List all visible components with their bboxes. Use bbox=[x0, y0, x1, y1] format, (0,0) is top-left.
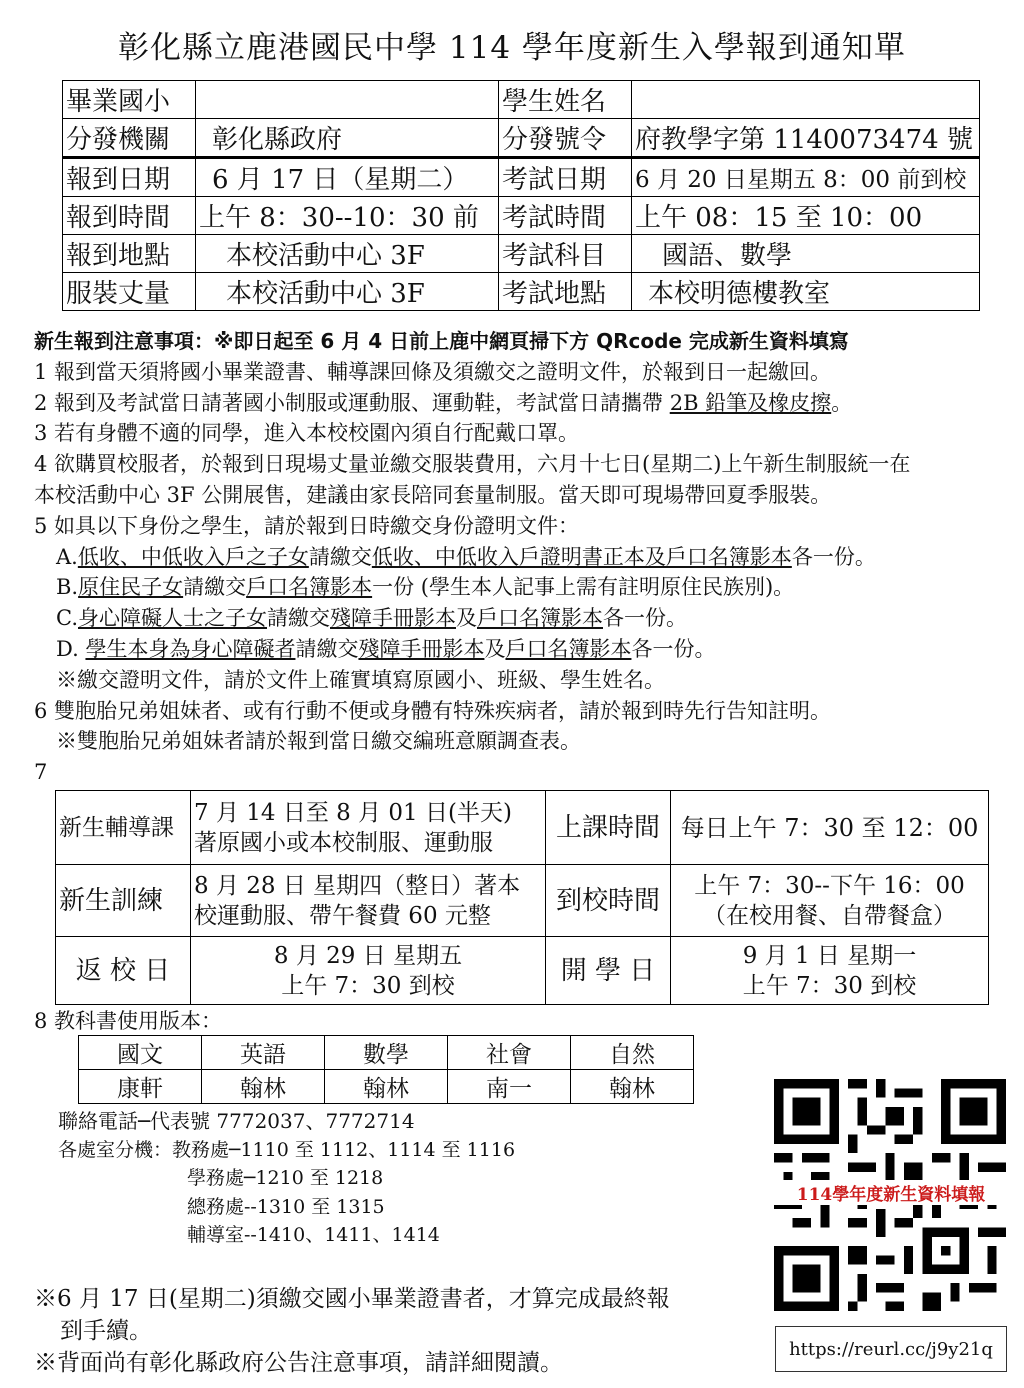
info-value: 本校活動中心 3F bbox=[196, 235, 499, 273]
note-subitem: D. 學生本身為身心障礙者請繳交殘障手冊影本及戶口名簿影本各一份。 bbox=[56, 636, 716, 661]
final-notes bbox=[34, 1283, 734, 1379]
schedule-label: 新生輔導課 bbox=[56, 791, 191, 865]
note-remark: ※繳交證明文件，請於文件上確實填寫原國小、班級、學生姓名。 bbox=[56, 667, 665, 692]
info-value bbox=[632, 81, 980, 119]
info-label: 服裝丈量 bbox=[63, 273, 196, 311]
schedule-label: 返 校 日 bbox=[56, 937, 191, 1005]
subject-cell: 自然 bbox=[571, 1036, 694, 1070]
note-subitem: A.低收、中低收入戶之子女請繳交低收、中低收入戶證明書正本及戶口名簿影本各一份。 bbox=[56, 544, 876, 569]
info-label: 考試地點 bbox=[499, 273, 632, 311]
subject-cell: 社會 bbox=[448, 1036, 571, 1070]
note-item: 6 雙胞胎兄弟姐妹者、或有行動不便或身體有特殊疾病者，請於報到時先行告知註明。 bbox=[34, 698, 832, 723]
info-value: 上午 08：15 至 10：00 bbox=[632, 197, 980, 235]
note-item: 3 若有身體不適的同學，進入本校校園內須自行配戴口罩。 bbox=[34, 421, 580, 446]
info-label: 考試科目 bbox=[499, 235, 632, 273]
publisher-cell: 翰林 bbox=[571, 1070, 694, 1104]
note-item bbox=[34, 388, 1014, 419]
textbooks-table bbox=[78, 1035, 694, 1104]
contacts-section bbox=[58, 1107, 515, 1250]
subject-cell: 英語 bbox=[202, 1036, 325, 1070]
page-title: 彰化縣立鹿港國民中學 114 學年度新生入學報到通知單 bbox=[118, 30, 906, 66]
info-value: 彰化縣政府 bbox=[196, 119, 499, 158]
publisher-cell: 南一 bbox=[448, 1070, 571, 1104]
schedule-label: 開 學 日 bbox=[546, 937, 671, 1005]
notes-heading: 新生報到注意事項：※即日起至 6 月 4 日前上鹿中網頁掃下方 QRcode 完成新生資料填寫 bbox=[34, 329, 849, 353]
note-subitem: B.原住民子女請繳交戶口名簿影本一份 (學生本人記事上需有註明原住民族別)。 bbox=[56, 575, 795, 600]
schedule-table bbox=[55, 790, 989, 1005]
info-label: 分發號令 bbox=[499, 119, 632, 158]
schedule-time: 上午 7：30--下午 16：00 （在校用餐、自帶餐盒） bbox=[671, 865, 989, 937]
info-label: 分發機關 bbox=[63, 119, 196, 158]
note-item: 7 bbox=[34, 760, 48, 785]
info-value: 本校活動中心 3F bbox=[196, 273, 499, 311]
textbooks-heading: 8 教科書使用版本： bbox=[34, 1009, 223, 1033]
info-label: 學生姓名 bbox=[499, 81, 632, 119]
qr-label: 114學年度新生資料填報 bbox=[770, 1180, 1012, 1205]
schedule-desc: 7 月 14 日至 8 月 01 日(半天) 著原國小或本校制服、運動服 bbox=[191, 791, 546, 865]
schedule-time: 9 月 1 日 星期一 上午 7：30 到校 bbox=[671, 937, 989, 1005]
info-value bbox=[196, 81, 499, 119]
note-text: 2 報到及考試當日請著國小制服或運動服、運動鞋，考試當日請攜帶 bbox=[34, 390, 670, 415]
schedule-label: 上課時間 bbox=[546, 791, 671, 865]
publisher-cell: 翰林 bbox=[325, 1070, 448, 1104]
note-item: 本校活動中心 3F 公開展售，建議由家長陪同套量制服。當天即可現場帶回夏季服裝。 bbox=[34, 482, 832, 507]
note-item: 1 報到當天須將國小畢業證書、輔導課回條及須繳交之證明文件，於報到日一起繳回。 bbox=[34, 359, 832, 384]
info-value: 國語、數學 bbox=[632, 235, 980, 273]
schedule-label: 到校時間 bbox=[546, 865, 671, 937]
extension-line: 各處室分機：教務處─1110 至 1112、1114 至 1116 bbox=[58, 1138, 516, 1161]
final-note: 到手續。 bbox=[60, 1318, 152, 1344]
final-note: ※背面尚有彰化縣政府公告注意事項，請詳細閱讀。 bbox=[34, 1350, 563, 1376]
subject-cell: 數學 bbox=[325, 1036, 448, 1070]
schedule-desc: 8 月 28 日 星期四（整日）著本 校運動服、帶午餐費 60 元整 bbox=[191, 865, 546, 937]
extension-line: 輔導室--1410、1411、1414 bbox=[187, 1224, 440, 1247]
note-item: 4 欲購買校服者，於報到日現場丈量並繳交服裝費用，六月十七日(星期二)上午新生制服統一在 bbox=[34, 452, 911, 477]
info-label: 考試時間 bbox=[499, 197, 632, 235]
note-subitem: C.身心障礙人士之子女請繳交殘障手冊影本及戶口名簿影本各一份。 bbox=[56, 606, 687, 631]
info-label: 報到時間 bbox=[63, 197, 196, 235]
info-label: 報到地點 bbox=[63, 235, 196, 273]
info-value: 府教學字第 1140073474 號 bbox=[632, 119, 980, 158]
schedule-time: 每日上午 7：30 至 12：00 bbox=[671, 791, 989, 865]
info-label: 報到日期 bbox=[63, 158, 196, 197]
note-text: 。 bbox=[831, 390, 853, 415]
extension-line: 總務處--1310 至 1315 bbox=[187, 1195, 385, 1218]
info-table bbox=[62, 80, 980, 311]
note-underline: 2B 鉛筆及橡皮擦 bbox=[669, 390, 832, 415]
note-remark: ※雙胞胎兄弟姐妹者請於報到當日繳交編班意願調查表。 bbox=[56, 729, 581, 754]
final-note: ※6 月 17 日(星期二)須繳交國小畢業證書者，才算完成最終報 bbox=[34, 1286, 670, 1312]
publisher-cell: 翰林 bbox=[202, 1070, 325, 1104]
schedule-label: 新生訓練 bbox=[56, 865, 191, 937]
info-label: 畢業國小 bbox=[63, 81, 196, 119]
info-value: 6 月 20 日星期五 8：00 前到校 bbox=[632, 158, 980, 197]
info-value: 6 月 17 日（星期二） bbox=[196, 158, 499, 197]
info-value: 本校明德樓教室 bbox=[632, 273, 980, 311]
publisher-cell: 康軒 bbox=[79, 1070, 202, 1104]
info-label: 考試日期 bbox=[499, 158, 632, 197]
qr-url[interactable]: https://reurl.cc/j9y21q bbox=[775, 1326, 1007, 1372]
note-item: 5 如具以下身份之學生，請於報到日時繳交身份證明文件： bbox=[34, 513, 580, 538]
schedule-desc: 8 月 29 日 星期五 上午 7：30 到校 bbox=[191, 937, 546, 1005]
extension-line: 學務處─1210 至 1218 bbox=[187, 1167, 384, 1190]
subject-cell: 國文 bbox=[79, 1036, 202, 1070]
notes-section bbox=[34, 326, 1014, 788]
info-value: 上午 8：30--10：30 前 bbox=[196, 197, 499, 235]
phone-number: 聯絡電話─代表號 7772037、7772714 bbox=[58, 1109, 415, 1133]
